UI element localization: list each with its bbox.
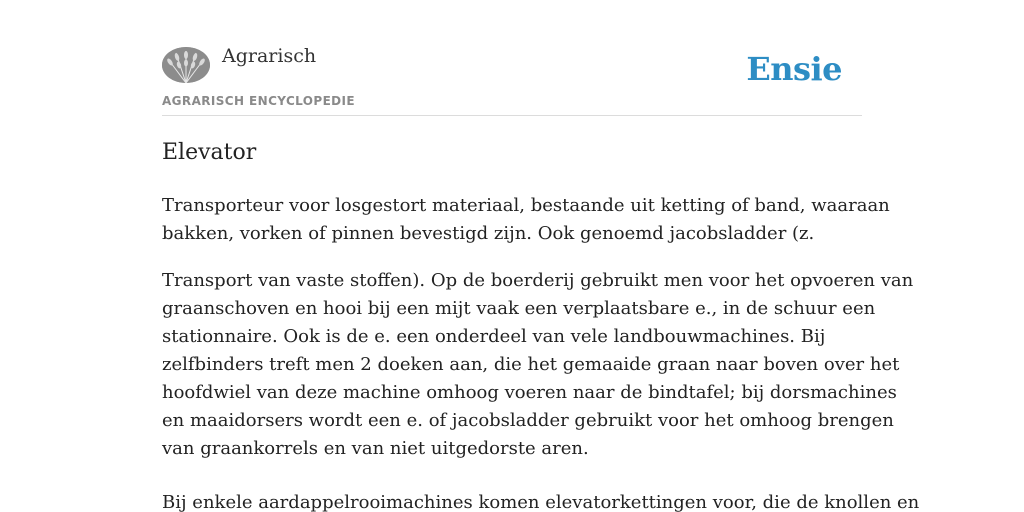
site-name[interactable]: Agrarisch: [222, 45, 317, 67]
paragraph-line: van graankorrels en van niet uitgedorste aren.: [162, 438, 589, 459]
paragraph-line: Bij enkele aardappelrooimachines komen elevatorkettingen voor, die de knollen en: [162, 492, 920, 512]
paragraph-line: graanschoven en hooi bij een mijt vaak een verplaatsbare e., in de schuur een: [162, 298, 876, 319]
article-paragraph: [162, 489, 920, 512]
article-paragraph: [162, 267, 914, 463]
wheat-icon[interactable]: [162, 47, 210, 83]
article-paragraph: [162, 192, 890, 248]
ensie-brand-logo[interactable]: Ensie: [746, 50, 842, 88]
paragraph-line: hoofdwiel van deze machine omhoog voeren naar de bindtafel; bij dorsmachines: [162, 382, 897, 403]
paragraph-line: stationnaire. Ook is de e. een onderdeel van vele landbouwmachines. Bij: [162, 326, 826, 347]
paragraph-line: zelfbinders treft men 2 doeken aan, die het gemaaide graan naar boven over het: [162, 354, 900, 375]
page-title: Elevator: [162, 140, 257, 165]
site-header: [162, 0, 862, 116]
paragraph-line: Transport van vaste stoffen). Op de boerderij gebruikt men voor het opvoeren van: [162, 270, 914, 291]
page-container: [162, 0, 920, 512]
paragraph-line: Transporteur voor losgestort materiaal, bestaande uit ketting of band, waaraan: [162, 195, 890, 216]
paragraph-line: en maaidorsers wordt een e. of jacobsladder gebruikt voor het omhoog brengen: [162, 410, 894, 431]
paragraph-line: bakken, vorken of pinnen bevestigd zijn. Ook genoemd jacobsladder (z.: [162, 223, 815, 244]
site-subtitle: AGRARISCH ENCYCLOPEDIE: [162, 94, 355, 108]
